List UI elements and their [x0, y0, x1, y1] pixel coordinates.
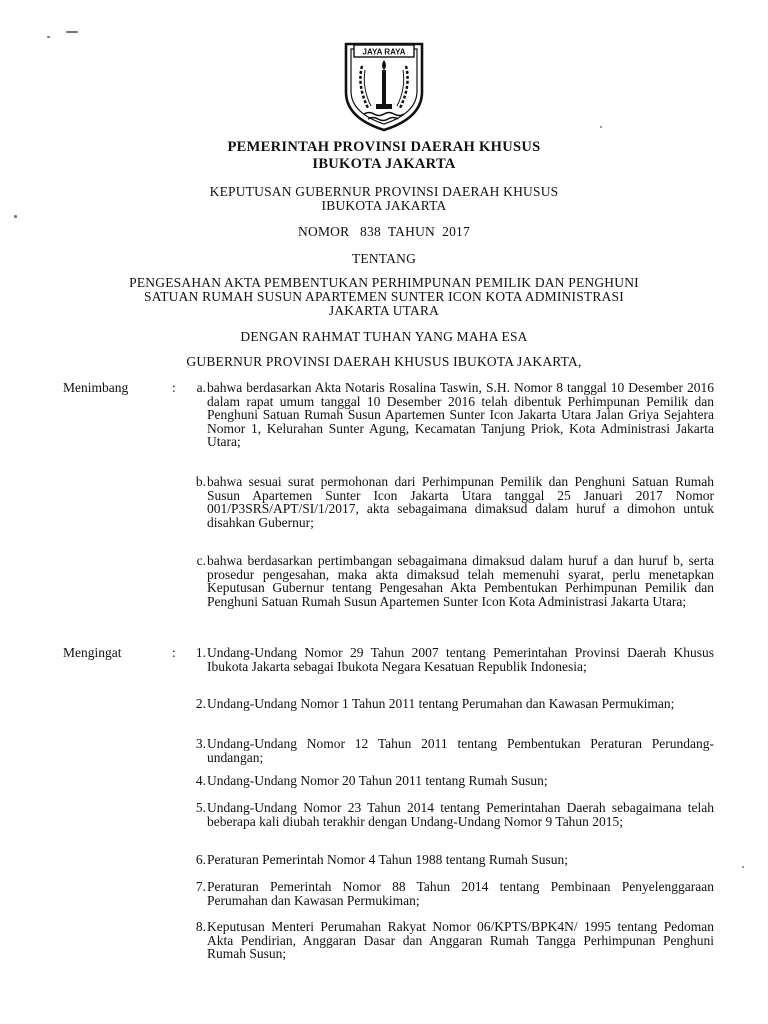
- government-title-line1: PEMERINTAH PROVINSI DAERAH KHUSUS: [227, 139, 541, 155]
- jakarta-emblem: [342, 40, 426, 132]
- decree-title-line2: IBUKOTA JAKARTA: [321, 198, 447, 213]
- subject-line3: JAKARTA UTARA: [328, 303, 440, 318]
- nomor-label: NOMOR: [298, 224, 350, 239]
- menimbang-colon: :: [172, 380, 176, 395]
- scan-speck: [742, 866, 744, 868]
- governor-line: GUBERNUR PROVINSI DAERAH KHUSUS IBUKOTA JAKARTA,: [186, 354, 582, 369]
- item-text: bahwa berdasarkan pertimbangan sebagaimana dimaksud dalam huruf a dan huruf b, serta prosedur pengesahan, maka akta dimaksud telah memenuhi syarat, perlu menetapkan Keputusan Gubernur tentang Pengesahan Akta Pembentukan Perhimpunan Pemilik dan Penghuni Satuan Rumah Susun Apartemen Sunter Icon Kota Administrasi Jakarta Utara;: [207, 553, 714, 609]
- item-marker: b.: [195, 474, 206, 489]
- item-marker: 3.: [195, 736, 206, 751]
- scan-speck: [47, 36, 50, 38]
- scan-speck: [66, 31, 78, 33]
- scan-speck: [14, 215, 17, 218]
- emblem-shield-icon: [342, 40, 426, 132]
- mengingat-item-8: [180, 920, 714, 961]
- mengingat-item-6: [180, 853, 714, 867]
- item-marker: a.: [196, 380, 206, 395]
- mengingat-item-5: [180, 801, 714, 828]
- decree-number-line: [0, 225, 768, 239]
- tahun-value: 2017: [442, 224, 470, 239]
- menimbang-label: Menimbang: [63, 380, 129, 395]
- item-text: Undang-Undang Nomor 23 Tahun 2014 tentang Pemerintahan Daerah sebagaimana telah beberapa kali diubah terakhir dengan Undang-Undang Nomor 9 Tahun 2015;: [207, 800, 714, 829]
- item-text: bahwa berdasarkan Akta Notaris Rosalina Taswin, S.H. Nomor 8 tanggal 10 Desember 2016 dalam rapat umum tanggal 10 Desember 2016 telah dibentuk Perhimpunan Pemilik dan Penghuni Satuan Rumah Susun Apartemen Sunter Icon Jakarta Utara Jalan Griya Sejahtera Nomor 1, Kelurahan Sunter Agung, Kecamatan Tanjung Priok, Kota Administrasi Jakarta Utara;: [207, 380, 714, 449]
- mengingat-item-4: [180, 774, 714, 788]
- item-text: Peraturan Pemerintah Nomor 88 Tahun 2014 tentang Pembinaan Penyelenggaraan Perumahan dan Kawasan Permukiman;: [207, 879, 714, 908]
- tentang-heading: TENTANG: [351, 251, 417, 266]
- mengingat-item-7: [180, 880, 714, 907]
- subject-line1: PENGESAHAN AKTA PEMBENTUKAN PERHIMPUNAN PEMILIK DAN PENGHUNI: [129, 275, 639, 290]
- menimbang-item-a: [180, 381, 714, 449]
- menimbang-item-b: [180, 475, 714, 529]
- mengingat-item-2: [180, 697, 714, 711]
- item-text: Keputusan Menteri Perumahan Rakyat Nomor 06/KPTS/BPK4N/ 1995 tentang Pedoman Akta Pendirian, Anggaran Dasar dan Anggaran Rumah Tangga Perhimpunan Penghuni Rumah Susun;: [207, 919, 714, 961]
- mengingat-item-3: [180, 737, 714, 764]
- item-text: Peraturan Pemerintah Nomor 4 Tahun 1988 tentang Rumah Susun;: [207, 852, 568, 867]
- mengingat-item-1: [180, 646, 714, 673]
- item-marker: c.: [196, 553, 206, 568]
- item-text: bahwa sesuai surat permohonan dari Perhimpunan Pemilik dan Penghuni Satuan Rumah Susun Apartemen Sunter Icon Jakarta Utara tanggal 25 Januari 2017 Nomor 001/P3SRS/APT/SI/1/2017, akta sebagaimana dimaksud dalam huruf a dimohon untuk disahkan Gubernur;: [207, 474, 714, 530]
- item-marker: 6.: [195, 852, 206, 867]
- item-text: Undang-Undang Nomor 20 Tahun 2011 tentang Rumah Susun;: [207, 773, 548, 788]
- subject-line2: SATUAN RUMAH SUSUN APARTEMEN SUNTER ICON KOTA ADMINISTRASI: [144, 289, 624, 304]
- mengingat-colon: :: [172, 645, 176, 660]
- item-marker: 2.: [195, 696, 206, 711]
- blessing-line: DENGAN RAHMAT TUHAN YANG MAHA ESA: [240, 329, 528, 344]
- item-marker: 8.: [195, 919, 206, 934]
- item-marker: 5.: [195, 800, 206, 815]
- item-marker: 4.: [195, 773, 206, 788]
- nomor-value: 838: [360, 224, 381, 239]
- item-text: Undang-Undang Nomor 12 Tahun 2011 tentang Pembentukan Peraturan Perundang-undangan;: [207, 736, 714, 765]
- item-text: Undang-Undang Nomor 29 Tahun 2007 tentang Pemerintahan Provinsi Daerah Khusus Ibukota Jakarta sebagai Ibukota Negara Kesatuan Republik Indonesia;: [207, 645, 714, 674]
- decree-title-line1: KEPUTUSAN GUBERNUR PROVINSI DAERAH KHUSUS: [209, 184, 559, 199]
- government-title-line2: IBUKOTA JAKARTA: [312, 156, 456, 172]
- item-marker: 7.: [195, 879, 206, 894]
- scan-speck: [600, 126, 602, 128]
- item-marker: 1.: [195, 645, 206, 660]
- tahun-label: TAHUN: [387, 224, 435, 239]
- emblem-motto: JAYA RAYA: [362, 47, 406, 57]
- menimbang-item-c: [180, 554, 714, 608]
- item-text: Undang-Undang Nomor 1 Tahun 2011 tentang Perumahan dan Kawasan Permukiman;: [207, 696, 675, 711]
- mengingat-label: Mengingat: [63, 645, 122, 660]
